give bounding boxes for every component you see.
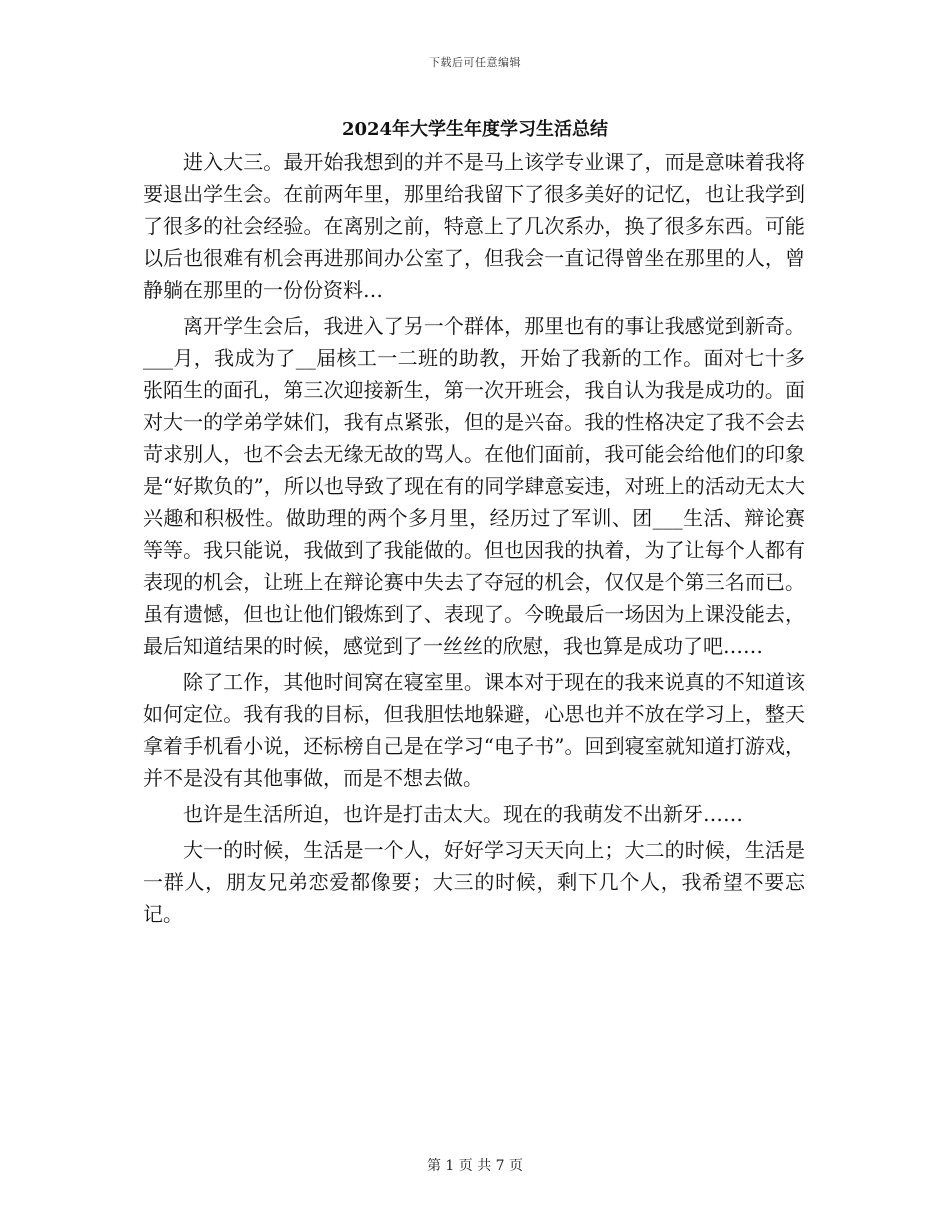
paragraph: 离开学生会后，我进入了另一个群体，那里也有的事让我感觉到新奇。___月，我成为了__届核工一二班的助教，开始了我新的工作。面对七十多张陌生的面孔，第三次迎接新生，第一次开班会，我自认为我是成功的。面对大一的学弟学妹们，我有点紧张，但的是兴奋。我的性格决定了我不会去苛求别人，也不会去无缘无故的骂人。在他们面前，我可能会给他们的印象是“好欺负的”，所以也导致了现在有的同学肆意妄违，对班上的活动无太大兴趣和积极性。做助理的两个多月里，经历过了军训、团___生活、辩论赛等等。我只能说，我做到了我能做的。但也因我的执着，为了让每个人都有表现的机会，让班上在辩论赛中失去了夺冠的机会，仅仅是个第三名而已。虽有遗憾，但也让他们锻炼到了、表现了。今晚最后一场因为上课没能去，最后知道结果的时候，感觉到了一丝丝的欣慰，我也算是成功了吧…… [143, 314, 805, 658]
paragraph: 也许是生活所迫，也许是打击太大。现在的我萌发不出新牙…… [183, 802, 743, 826]
paragraph: 进入大三。最开始我想到的并不是马上该学专业课了，而是意味着我将要退出学生会。在前两年里，那里给我留下了很多美好的记忆，也让我学到了很多的社会经验。在离别之前，特意上了几次系办，换了很多东西。可能以后也很难有机会再进那间办公室了，但我会一直记得曾坐在那里的人，曾静躺在那里的一份份资料… [143, 150, 805, 302]
paragraph: 除了工作，其他时间窝在寝室里。课本对于现在的我来说真的不知道该如何定位。我有我的目标，但我胆怯地躲避，心思也并不放在学习上，整天拿着手机看小说，还标榜自己是在学习“电子书”。回到寝室就知道打游戏，并不是没有其他事做，而是不想去做。 [143, 670, 805, 790]
page-footer: 第 1 页 共 7 页 [426, 1158, 524, 1174]
document-body [143, 146, 805, 934]
header-note: 下载后可任意编辑 [429, 56, 521, 69]
document-title: 2024年大学生年度学习生活总结 [341, 119, 609, 140]
paragraph: 大一的时候，生活是一个人，好好学习天天向上；大二的时候，生活是一群人，朋友兄弟恋爱都像要；大三的时候，剩下几个人，我希望不要忘记。 [143, 838, 805, 926]
